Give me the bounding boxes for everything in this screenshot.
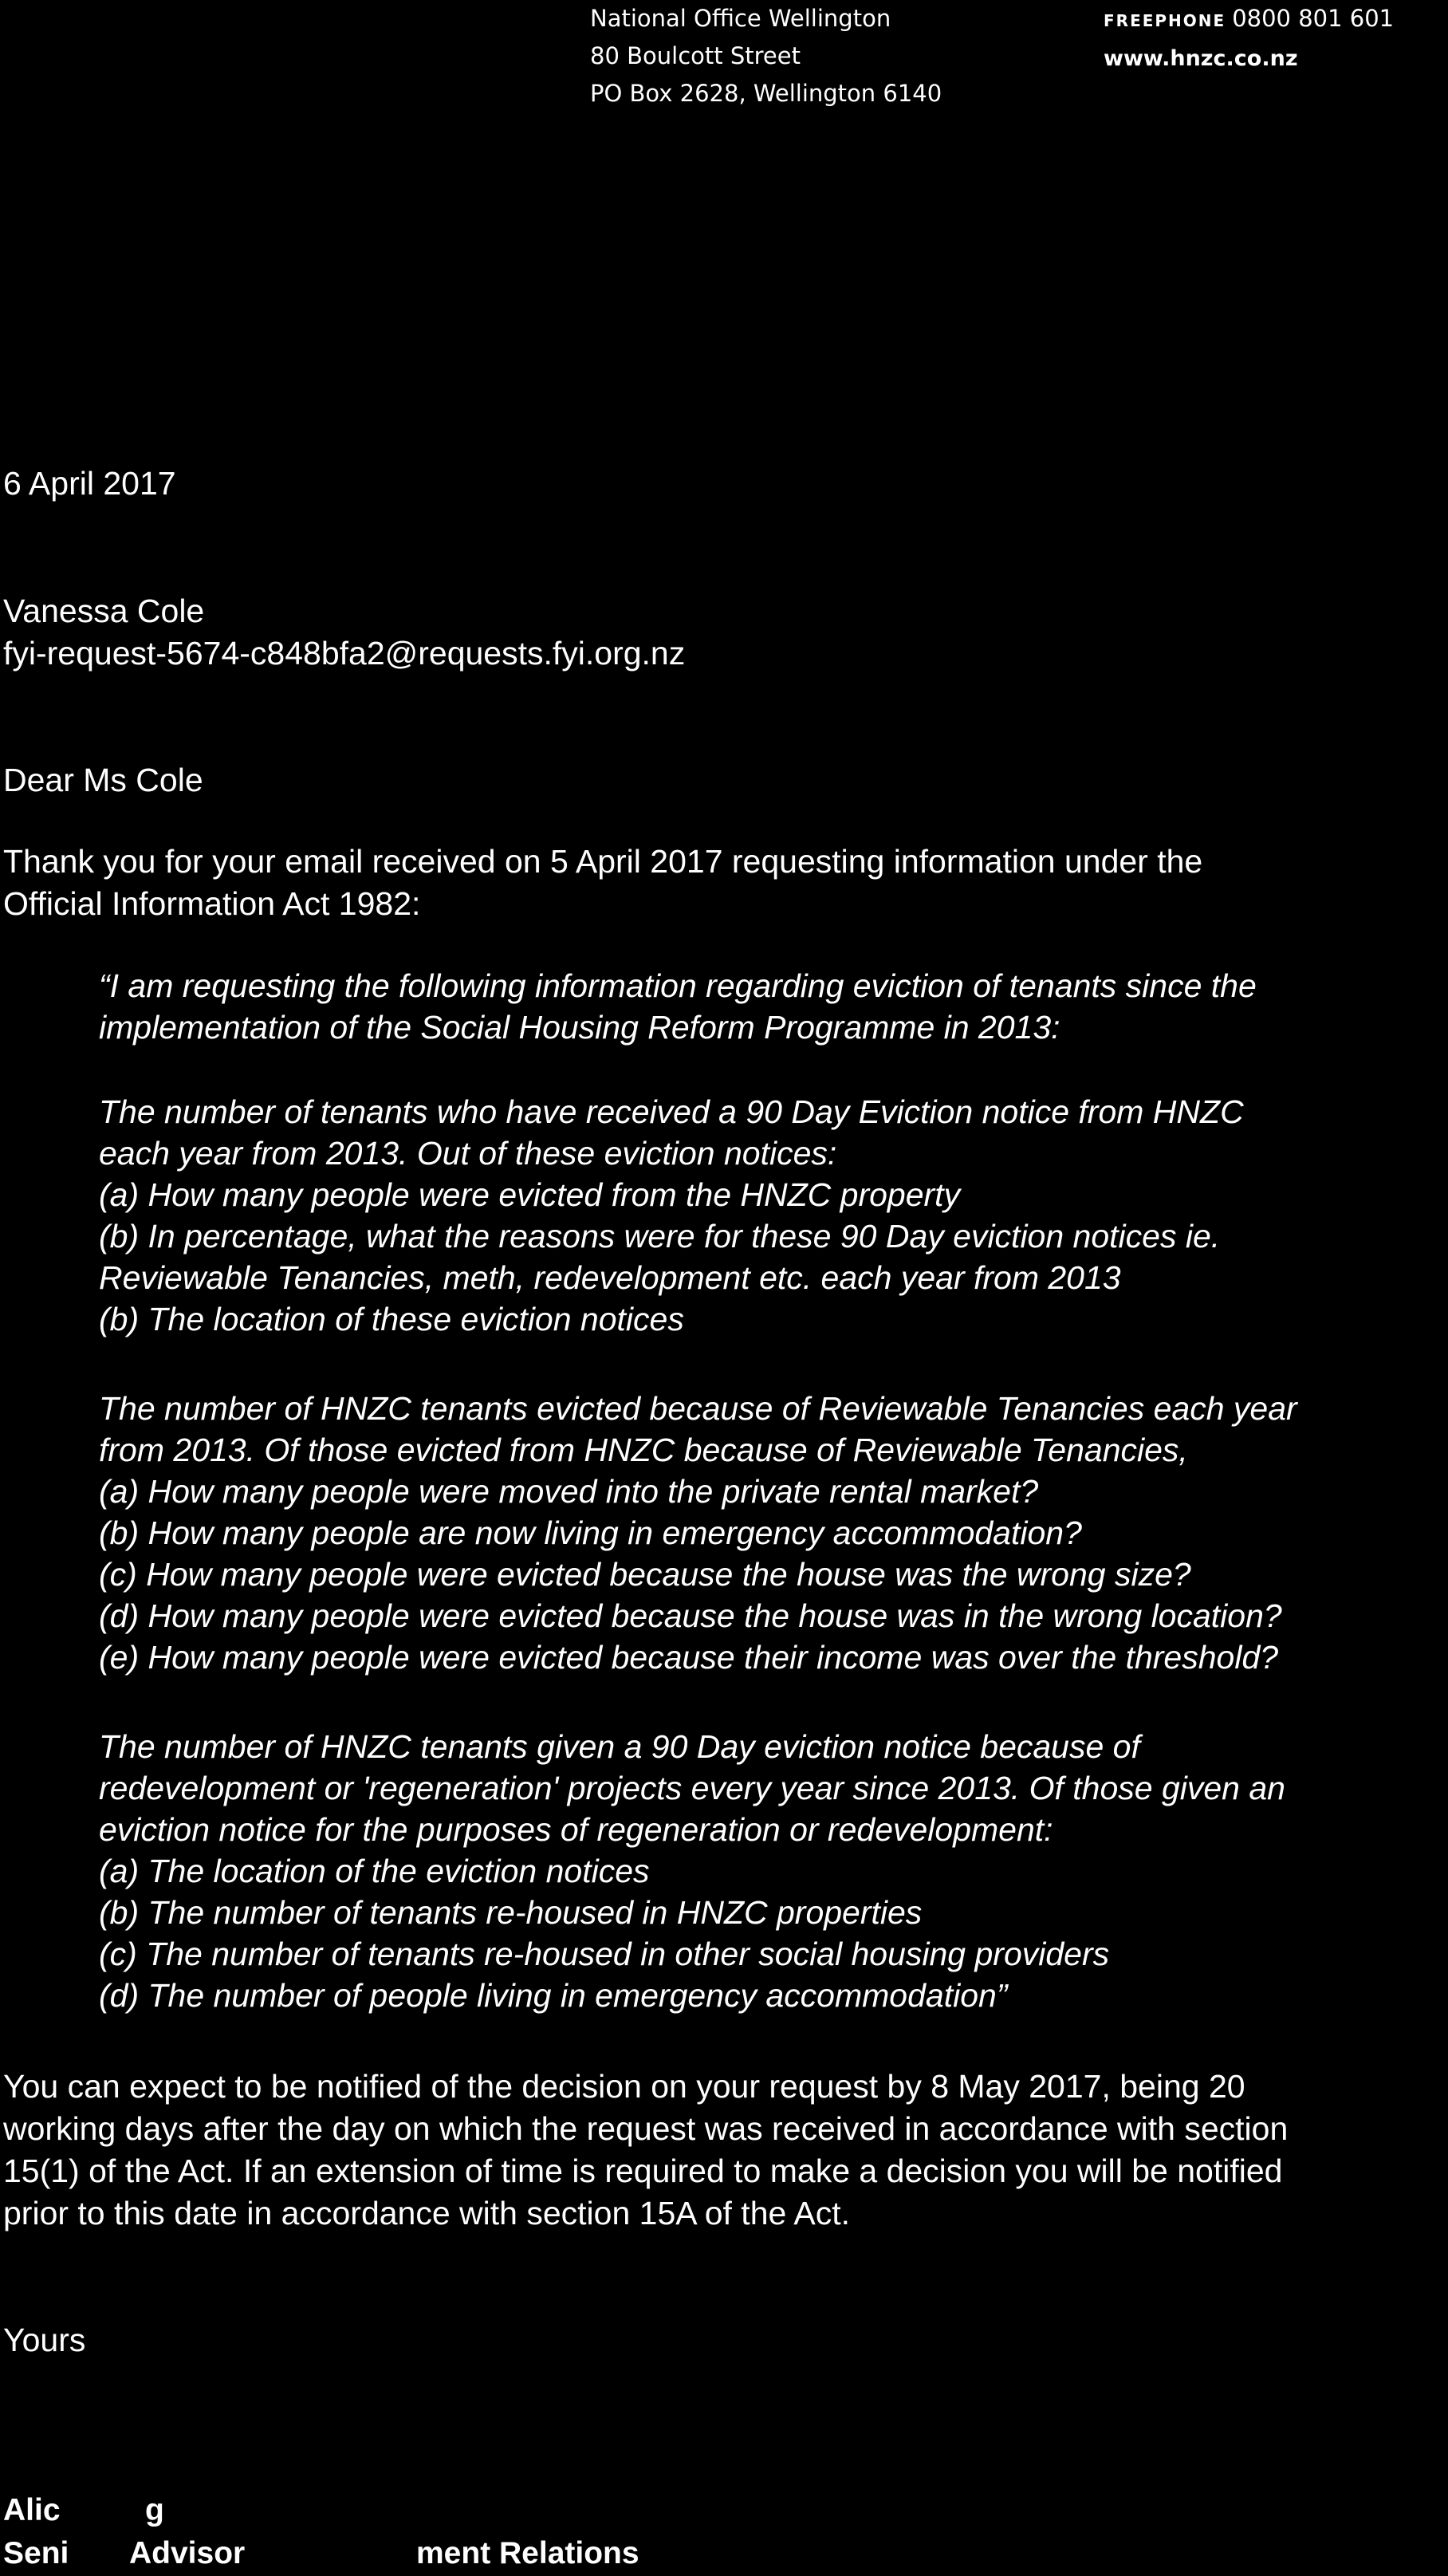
notice-line: working days after the day on which the request was received in accordance with section (3, 2110, 1289, 2147)
quote-line: eviction notice for the purposes of regeneration or redevelopment: (99, 1811, 1053, 1848)
letter-date: 6 April 2017 (3, 465, 176, 502)
quote-line: The number of tenants who have received a 90 Day Eviction notice from HNZC (99, 1093, 1244, 1130)
quote-line: Reviewable Tenancies, meth, redevelopment etc. each year from 2013 (99, 1259, 1121, 1296)
quote-line: (e) How many people were evicted because their income was over the threshold? (99, 1639, 1279, 1676)
office-address (590, 0, 942, 112)
quote-line: “I am requesting the following information regarding eviction of tenants since the (99, 967, 1257, 1004)
quote-line: (c) The number of tenants re-housed in other social housing providers (99, 1936, 1110, 1972)
office-name: National Office Wellington (590, 5, 891, 32)
quote-line: (a) The location of the eviction notices (99, 1853, 650, 1889)
freephone-label: FREEPHONE (1104, 11, 1226, 30)
freephone (1104, 0, 1394, 40)
signature-title-part: Advisor (129, 2536, 246, 2570)
letterhead (590, 0, 1435, 112)
intro-paragraph (3, 841, 1445, 925)
notice-paragraph (3, 2066, 1445, 2235)
quote-line: (b) In percentage, what the reasons were for these 90 Day eviction notices ie. (99, 1218, 1221, 1255)
signature-title-part: ment Relations (416, 2536, 639, 2570)
signature-title-line (3, 2531, 801, 2576)
signature-name-part: Alic (3, 2493, 61, 2527)
quote-line: (a) How many people were moved into the private rental market? (99, 1473, 1039, 1510)
signature-title-part: Seni (3, 2536, 69, 2570)
signature-name-part: g (145, 2493, 164, 2527)
freephone-number: 0800 801 601 (1232, 5, 1395, 32)
quote-line: (b) How many people are now living in emergency accommodation? (99, 1514, 1082, 1551)
recipient-email[interactable]: fyi-request-5674-c848bfa2@requests.fyi.org.nz (3, 635, 686, 672)
quote-line: The number of HNZC tenants given a 90 Day eviction notice because of (99, 1728, 1140, 1765)
quote-line: The number of HNZC tenants evicted because of Reviewable Tenancies each year (99, 1390, 1297, 1427)
closing: Yours (3, 2322, 86, 2358)
quote-line: (c) How many people were evicted because the house was the wrong size? (99, 1556, 1191, 1593)
website-link[interactable]: www.hnzc.co.nz (1104, 46, 1298, 71)
notice-line: 15(1) of the Act. If an extension of time is required to make a decision you will be notified (3, 2153, 1283, 2189)
street-address: 80 Boulcott Street (590, 42, 801, 69)
quote-line: implementation of the Social Housing Reform Programme in 2013: (99, 1009, 1060, 1046)
contact-details (1104, 0, 1394, 77)
recipient-block (3, 590, 1445, 675)
quote-block-eviction-notices (99, 1091, 1446, 1340)
notice-line: prior to this date in accordance with section 15A of the Act. (3, 2195, 851, 2231)
intro-line: Official Information Act 1982: (3, 885, 421, 922)
quote-line: each year from 2013. Out of these eviction notices: (99, 1135, 837, 1172)
salutation: Dear Ms Cole (3, 762, 203, 798)
quote-line: (b) The location of these eviction notices (99, 1301, 684, 1337)
signature-name-line (3, 2488, 801, 2533)
po-box: PO Box 2628, Wellington 6140 (590, 80, 942, 107)
quote-line: from 2013. Of those evicted from HNZC because of Reviewable Tenancies, (99, 1432, 1188, 1468)
recipient-name: Vanessa Cole (3, 593, 205, 629)
quote-line: (d) How many people were evicted because the house was in the wrong location? (99, 1597, 1282, 1634)
quote-block-reviewable-tenancies (99, 1388, 1446, 1678)
quote-line: (b) The number of tenants re-housed in HNZC properties (99, 1894, 923, 1931)
quote-block-regeneration (99, 1726, 1446, 2016)
quote-line: (a) How many people were evicted from the HNZC property (99, 1176, 961, 1213)
quote-line: redevelopment or 'regeneration' projects every year since 2013. Of those given an (99, 1770, 1285, 1806)
intro-line: Thank you for your email received on 5 April 2017 requesting information under the (3, 843, 1203, 880)
quote-line: (d) The number of people living in emergency accommodation” (99, 1977, 1008, 2014)
notice-line: You can expect to be notified of the decision on your request by 8 May 2017, being 20 (3, 2068, 1245, 2105)
quote-block-intro (99, 965, 1446, 1048)
